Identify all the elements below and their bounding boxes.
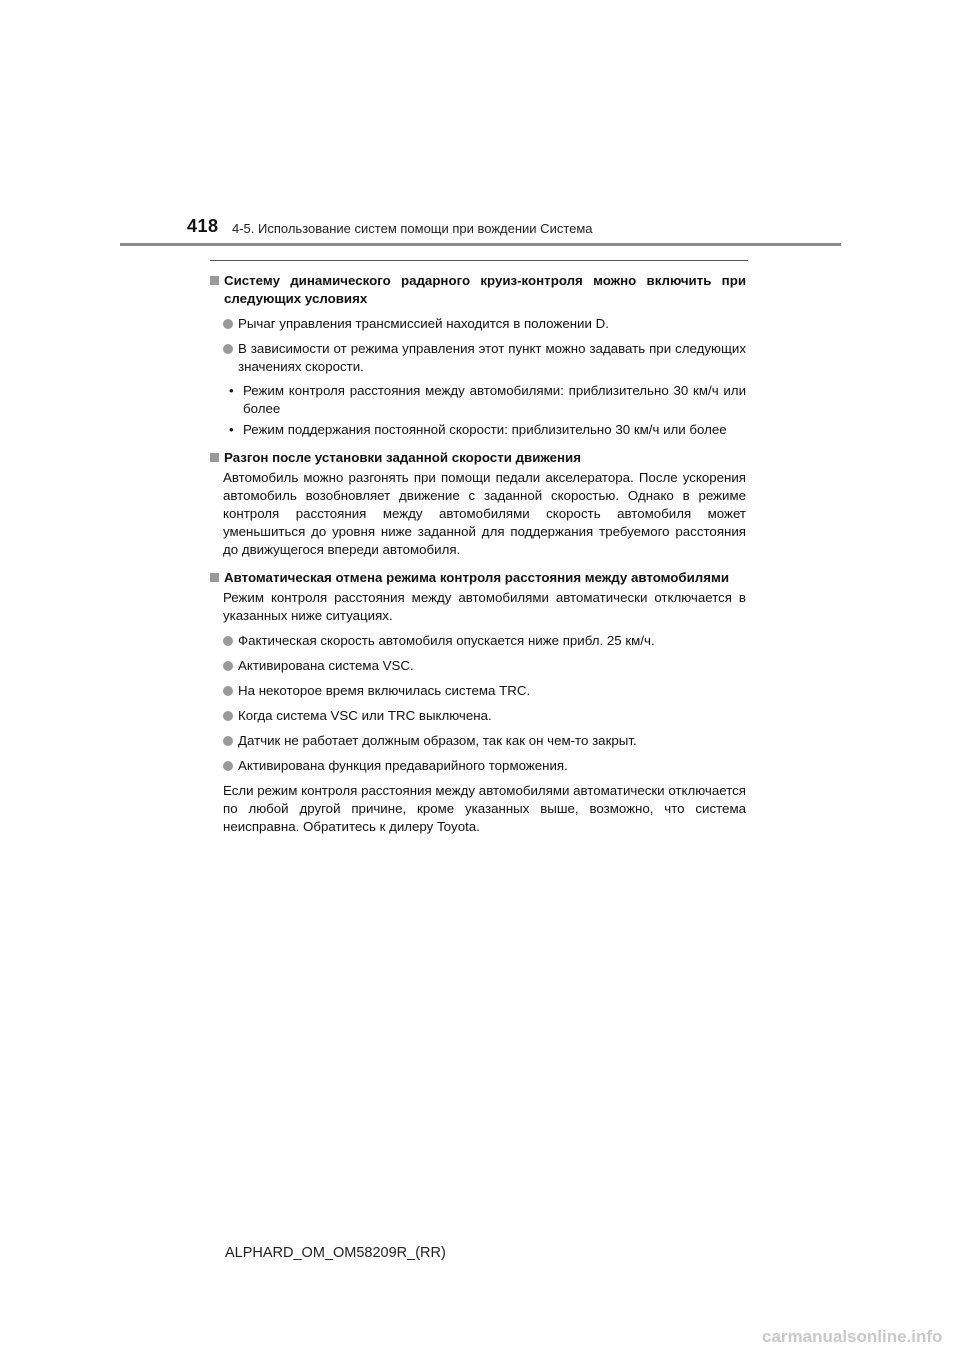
- list-item: Датчик не работает должным образом, так как он чем-то закрыт.: [223, 732, 746, 750]
- content-divider: [210, 260, 748, 261]
- section-acceleration: [210, 449, 746, 559]
- list-item: Рычаг управления трансмиссией находится в положении D.: [223, 315, 746, 333]
- circle-bullet-icon: [223, 736, 233, 746]
- circle-bullet-icon: [223, 761, 233, 771]
- sub-list-item: • Режим контроля расстояния между автомобилями: приблизительно 30 км/ч или более: [229, 383, 746, 416]
- circle-bullet-icon: [223, 636, 233, 646]
- circle-bullet-icon: [223, 686, 233, 696]
- page-content: [210, 268, 746, 836]
- list-item: На некоторое время включилась система TRC.: [223, 682, 746, 700]
- circle-bullet-icon: [223, 319, 233, 329]
- section-paragraph: Режим контроля расстояния между автомобилями автоматически отключается в указанных ниже ситуациях.: [223, 590, 746, 623]
- circle-bullet-icon: [223, 344, 233, 354]
- square-bullet-icon: [210, 276, 219, 285]
- chapter-title: 4-5. Использование систем помощи при вождении Система: [232, 221, 593, 236]
- page-number: 418: [187, 216, 219, 236]
- small-dot-icon: •: [229, 383, 234, 398]
- list-item: В зависимости от режима управления этот пункт можно задавать при следующих значениях скорости.: [223, 340, 746, 376]
- section-heading: Систему динамического радарного круиз-контроля можно включить при следующих условиях: [210, 272, 746, 308]
- small-dot-icon: •: [229, 422, 234, 437]
- circle-bullet-icon: [223, 661, 233, 671]
- circle-bullet-icon: [223, 711, 233, 721]
- list-item: Когда система VSC или TRC выключена.: [223, 707, 746, 725]
- closing-paragraph: Если режим контроля расстояния между автомобилями автоматически отключается по любой другой причине, кроме указанных выше, возможно, что система неисправна. Обратитесь к дилеру Toyota.: [223, 783, 746, 834]
- list-item: Фактическая скорость автомобиля опускается ниже прибл. 25 км/ч.: [223, 632, 746, 650]
- list-item: Активирована система VSC.: [223, 657, 746, 675]
- section-paragraph: Автомобиль можно разгонять при помощи педали акселератора. После ускорения автомобиль возобновляет движение с заданной скоростью. Однако в режиме контроля расстояния между автомобилями скорость автомобиля может уменьшиться до уровня ниже заданной для поддержания требуемого расстояния до движущегося впереди автомобиля.: [223, 470, 746, 557]
- section-heading: Автоматическая отмена режима контроля расстояния между автомобилями: [210, 569, 746, 587]
- section-activation-conditions: [210, 272, 746, 439]
- list-item: Активирована функция предаварийного торможения.: [223, 757, 746, 775]
- section-heading: Разгон после установки заданной скорости движения: [210, 449, 746, 467]
- sub-list-item: • Режим поддержания постоянной скорости: приблизительно 30 км/ч или более: [229, 422, 727, 437]
- square-bullet-icon: [210, 453, 219, 462]
- section-auto-cancel: [210, 569, 746, 836]
- square-bullet-icon: [210, 573, 219, 582]
- document-code-footer: ALPHARD_OM_OM58209R_(RR): [225, 1245, 446, 1261]
- watermark: carmanualsonline.info: [762, 1327, 943, 1346]
- header-divider: [120, 243, 841, 246]
